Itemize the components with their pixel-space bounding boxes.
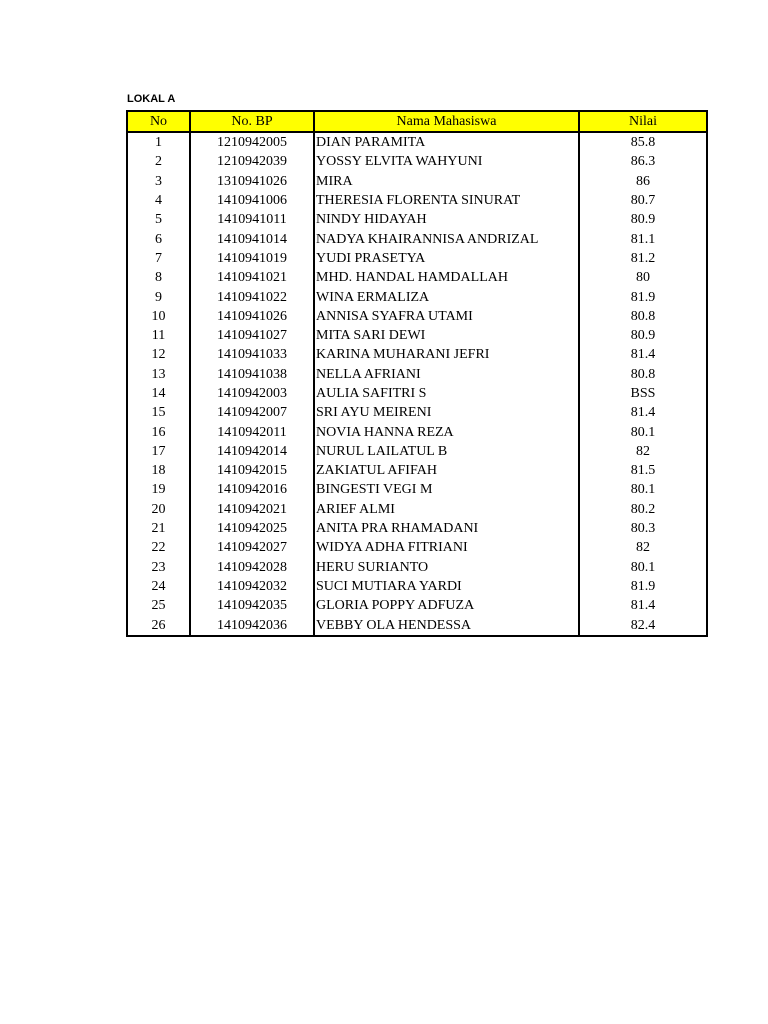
row-name-cell: MHD. HANDAL HAMDALLAH (314, 268, 579, 287)
table-row (127, 538, 707, 557)
table-row (127, 519, 707, 538)
row-bp-cell: 1410942016 (190, 480, 314, 499)
grades-table (126, 110, 708, 637)
row-bp-cell: 1410941038 (190, 365, 314, 384)
row-nilai-cell: 85.8 (579, 132, 707, 152)
row-name-cell: WIDYA ADHA FITRIANI (314, 538, 579, 557)
row-no-cell: 6 (127, 229, 190, 248)
table-row (127, 384, 707, 403)
table-row (127, 365, 707, 384)
table-row (127, 210, 707, 229)
table-row (127, 596, 707, 615)
row-bp-cell: 1410942025 (190, 519, 314, 538)
header-nama-mahasiswa: Nama Mahasiswa (314, 111, 579, 132)
row-name-cell: ARIEF ALMI (314, 500, 579, 519)
row-bp-cell: 1410942036 (190, 615, 314, 635)
header-no-bp: No. BP (190, 111, 314, 132)
row-bp-cell: 1410942011 (190, 422, 314, 441)
row-bp-cell: 1410942028 (190, 558, 314, 577)
row-nilai-cell: 80.9 (579, 210, 707, 229)
table-row (127, 152, 707, 171)
row-bp-cell: 1410942035 (190, 596, 314, 615)
row-no-cell: 3 (127, 172, 190, 191)
row-no-cell: 22 (127, 538, 190, 557)
row-bp-cell: 1410941027 (190, 326, 314, 345)
row-nilai-cell: 86.3 (579, 152, 707, 171)
table-row (127, 480, 707, 499)
row-nilai-cell: 82 (579, 442, 707, 461)
row-no-cell: 12 (127, 345, 190, 364)
table-body (127, 132, 707, 636)
row-no-cell: 15 (127, 403, 190, 422)
row-bp-cell: 1410942021 (190, 500, 314, 519)
row-name-cell: BINGESTI VEGI M (314, 480, 579, 499)
table-row (127, 615, 707, 635)
table-row (127, 326, 707, 345)
row-bp-cell: 1210942039 (190, 152, 314, 171)
row-bp-cell: 1410941021 (190, 268, 314, 287)
row-nilai-cell: 80.9 (579, 326, 707, 345)
row-no-cell: 10 (127, 307, 190, 326)
row-nilai-cell: 81.9 (579, 287, 707, 306)
table-row (127, 500, 707, 519)
row-no-cell: 20 (127, 500, 190, 519)
header-row (127, 111, 707, 132)
row-name-cell: KARINA MUHARANI JEFRI (314, 345, 579, 364)
row-name-cell: SUCI MUTIARA YARDI (314, 577, 579, 596)
row-name-cell: MITA SARI DEWI (314, 326, 579, 345)
row-nilai-cell: 80.8 (579, 307, 707, 326)
row-name-cell: NELLA AFRIANI (314, 365, 579, 384)
row-no-cell: 11 (127, 326, 190, 345)
row-name-cell: ANITA PRA RHAMADANI (314, 519, 579, 538)
row-name-cell: NINDY HIDAYAH (314, 210, 579, 229)
row-nilai-cell: 80 (579, 268, 707, 287)
row-name-cell: MIRA (314, 172, 579, 191)
row-bp-cell: 1410941022 (190, 287, 314, 306)
table-row (127, 132, 707, 152)
table-row (127, 442, 707, 461)
row-no-cell: 24 (127, 577, 190, 596)
row-no-cell: 16 (127, 422, 190, 441)
row-nilai-cell: 81.9 (579, 577, 707, 596)
row-bp-cell: 1410942003 (190, 384, 314, 403)
row-bp-cell: 1410941026 (190, 307, 314, 326)
table-row (127, 461, 707, 480)
row-no-cell: 4 (127, 191, 190, 210)
row-nilai-cell: 80.1 (579, 558, 707, 577)
row-bp-cell: 1310941026 (190, 172, 314, 191)
table-row (127, 249, 707, 268)
row-nilai-cell: 81.1 (579, 229, 707, 248)
row-name-cell: AULIA SAFITRI S (314, 384, 579, 403)
row-name-cell: YOSSY ELVITA WAHYUNI (314, 152, 579, 171)
row-nilai-cell: 80.1 (579, 480, 707, 499)
row-name-cell: ANNISA SYAFRA UTAMI (314, 307, 579, 326)
row-nilai-cell: 80.2 (579, 500, 707, 519)
row-bp-cell: 1410941019 (190, 249, 314, 268)
row-name-cell: NADYA KHAIRANNISA ANDRIZAL (314, 229, 579, 248)
row-name-cell: YUDI PRASETYA (314, 249, 579, 268)
row-no-cell: 19 (127, 480, 190, 499)
row-bp-cell: 1410941011 (190, 210, 314, 229)
row-no-cell: 5 (127, 210, 190, 229)
row-no-cell: 9 (127, 287, 190, 306)
row-no-cell: 13 (127, 365, 190, 384)
table-row (127, 345, 707, 364)
row-bp-cell: 1410942014 (190, 442, 314, 461)
table-row (127, 422, 707, 441)
row-nilai-cell: 80.1 (579, 422, 707, 441)
row-nilai-cell: 80.7 (579, 191, 707, 210)
table-row (127, 191, 707, 210)
row-no-cell: 21 (127, 519, 190, 538)
row-bp-cell: 1410942015 (190, 461, 314, 480)
row-bp-cell: 1410942027 (190, 538, 314, 557)
row-nilai-cell: 80.3 (579, 519, 707, 538)
row-nilai-cell: 81.4 (579, 596, 707, 615)
row-nilai-cell: 86 (579, 172, 707, 191)
row-nilai-cell: 81.5 (579, 461, 707, 480)
row-no-cell: 26 (127, 615, 190, 635)
header-no: No (127, 111, 190, 132)
table-row (127, 172, 707, 191)
sheet-title: LOKAL A (127, 93, 176, 105)
header-nilai: Nilai (579, 111, 707, 132)
row-bp-cell: 1410941033 (190, 345, 314, 364)
row-name-cell: WINA ERMALIZA (314, 287, 579, 306)
row-nilai-cell: 80.8 (579, 365, 707, 384)
row-bp-cell: 1410942032 (190, 577, 314, 596)
row-name-cell: GLORIA POPPY ADFUZA (314, 596, 579, 615)
row-nilai-cell: 81.2 (579, 249, 707, 268)
row-name-cell: ZAKIATUL AFIFAH (314, 461, 579, 480)
row-no-cell: 23 (127, 558, 190, 577)
row-name-cell: VEBBY OLA HENDESSA (314, 615, 579, 635)
row-bp-cell: 1410941006 (190, 191, 314, 210)
row-no-cell: 8 (127, 268, 190, 287)
table-row (127, 307, 707, 326)
table-row (127, 287, 707, 306)
row-no-cell: 14 (127, 384, 190, 403)
row-name-cell: HERU SURIANTO (314, 558, 579, 577)
table-row (127, 268, 707, 287)
row-name-cell: SRI AYU MEIRENI (314, 403, 579, 422)
row-name-cell: NOVIA HANNA REZA (314, 422, 579, 441)
row-no-cell: 2 (127, 152, 190, 171)
row-nilai-cell: 82 (579, 538, 707, 557)
row-no-cell: 25 (127, 596, 190, 615)
row-name-cell: DIAN PARAMITA (314, 132, 579, 152)
row-nilai-cell: 81.4 (579, 345, 707, 364)
row-no-cell: 18 (127, 461, 190, 480)
row-no-cell: 1 (127, 132, 190, 152)
row-nilai-cell: 82.4 (579, 615, 707, 635)
table-row (127, 558, 707, 577)
row-name-cell: THERESIA FLORENTA SINURAT (314, 191, 579, 210)
table-row (127, 403, 707, 422)
row-bp-cell: 1210942005 (190, 132, 314, 152)
row-no-cell: 7 (127, 249, 190, 268)
table-row (127, 577, 707, 596)
row-bp-cell: 1410942007 (190, 403, 314, 422)
table-row (127, 229, 707, 248)
row-name-cell: NURUL LAILATUL B (314, 442, 579, 461)
row-nilai-cell: BSS (579, 384, 707, 403)
row-no-cell: 17 (127, 442, 190, 461)
row-nilai-cell: 81.4 (579, 403, 707, 422)
row-bp-cell: 1410941014 (190, 229, 314, 248)
